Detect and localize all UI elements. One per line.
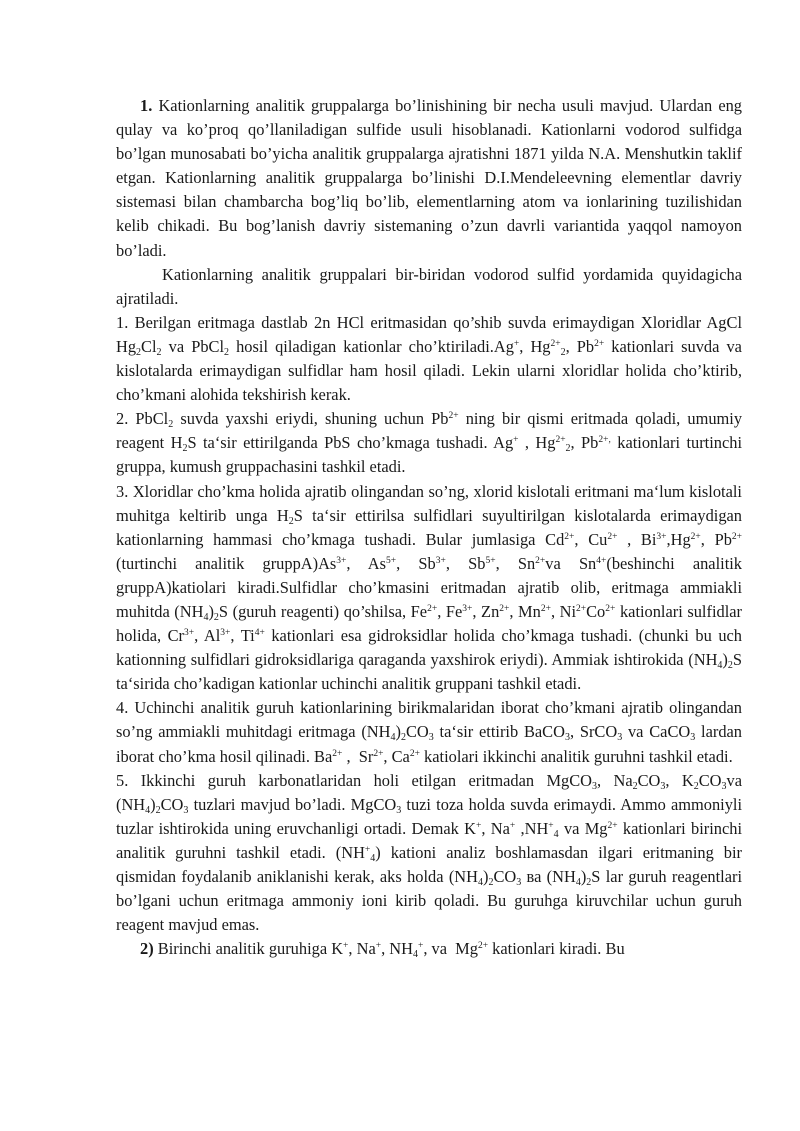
paragraph-intro: [116, 94, 742, 263]
paragraph-item-1: 1. Berilgan eritmaga dastlab 2n HCl eritmasidan qo’shib suvda erimaydigan Xloridlar AgCl $Hg_2Cl_2$ va PbCl$_2$ hosil qiladigan kationlar cho’ktiriladi.Ag+, $Hg^{2+}_2$, $Pb^{2+}$ kationlari suvda va kislotalarda erimaydigan sulfidlar ham hosil qiladi. Lekin ularni xloridlar holida cho’ktirib, cho’kmani alohida tekshirish kerak.: [116, 312, 742, 405]
intro-text: Kationlarning analitik gruppalarga bo’linishining bir necha usuli mavjud. Ulardan eng qulay va ko’proq qo’llaniladigan sulfide usuli hisoblanadi. Kationlarni vodorod sulfidga bo’lgan munosabati bo’yicha analitik gruppalarga ajratishni 1871 yilda N.A. Menshutkin taklif etgan. Kationlarning analitik gruppalarga bo’linishi D.I.Mendeleevning elementlar davriy sistemasi bilan chambarcha bog’liq bo’lib, elementlarning atom va ionlarining tuzilishidan kelib chikadi. Bu bog’lanish davriy sistemaning o’zun davrli variantida yaqqol namoyon bo’ladi.: [116, 96, 742, 260]
paragraph-item-2: 2. PbCl$_2$ suvda yaxshi eriydi, shuning uchun $Pb^{2+}$ ning bir qismi eritmada qoladi, umumiy reagent $H_2S$ ta‘sir ettirilganda PbS cho’kmaga tushadi. Ag+ , $Hg^{2+}_2$, $Pb^{2+,}$ kationlari turtinchi gruppa, kumush gruppachasini tashkil etadi.: [116, 409, 743, 477]
paragraph-item-3: 3. Xloridlar cho’kma holida ajratib olingandan so’ng, xlorid kislotali eritmani ma‘lum kislotali muhitga keltirib unga $H_2S$ ta‘sir ettirilsa sulfidlari suyultirilgan kislotalarda erimaydigan kationlarning hammasi cho’kmaga tushadi. Bular jumlasiga $Cd^{2+}$, $Cu^{2+}$ , $Bi^{3+},Hg^{2+}$, $Pb^{2+}$ (turtinchi analitik $gruppA)As^{3+}$, $As^{5+}$, $Sb^{3+}$, $Sb^{5+}$, $Sn^{2+}va$ $Sn^{4+}(beshinchi$ analitik gruppA)katiolari kiradi.Sulfidlar cho’kmasini eritmadan ajratib olib, eritmaga ammiakli muhitda $(NH_4)_2S$ (guruh reagenti) qo’shilsa, $Fe^{2+}$, $Fe^{3+}$, $Zn^{2+}$, $Mn^{2+}$, $Ni^{2+}Co^{2+}$ kationlari sulfidlar holida, $Cr^{3+}$, $Al^{3+}$, $Ti^{4+}$ kationlari esa gidroksidlar holida cho’kmaga tushadi. (chunki bu uch kationning sulfidlari gidroksidlariga qaraganda yaxshirok eriydi). Ammiak ishtirokida $(NH_4)_2S$ ta‘sirida cho’kadigan kationlar uchinchi analitik gruppani tashkil etadi.: [116, 481, 742, 694]
paragraph-item-4: 4. Uchinchi analitik guruh kationlarining birikmalaridan iborat cho’kmani ajratib olingandan so’ng ammiakli muhitdagi eritmaga $(NH_4)_2CO_3$ ta‘sir ettirib BaCO$_3$, SrCO$_3$ va CaCO$_3$ lardan iborat cho’kma hosil qilinadi. $Ba^{2+}$ , $Sr^{2+}$, $Ca^{2+}$ katiolari ikkinchi analitik guruhni tashkil etadi.: [116, 698, 742, 766]
paragraph-groups-intro: Kationlarning analitik gruppalari bir-biridan vodorod sulfid yordamida quyidagicha ajratiladi.: [116, 264, 742, 308]
paragraph-section-2: 2) Birinchi analitik guruhiga K+, Na+, $NH_4^+$, va $Mg^{2+}$ kationlari kiradi. Bu: [140, 939, 625, 961]
intro-number: 1.: [140, 96, 153, 115]
paragraph-item-5: 5. Ikkinchi guruh karbonatlaridan holi etilgan eritmadan MgCO$_3$, $Na_2CO_3$, $K_2CO_3va$ $(NH_4)_2CO_3$ tuzlari mavjud bo’ladi. MgCO$_3$ tuzi toza holda suvda erimaydi. Ammo ammoniyli tuzlar ishtirokida uning eruvchanligi ortadi. Demak K+, Na+ $,NH^+_4$ va $Mg^{2+}$ kationlari birinchi analitik guruhni tashkil etadi. $(NH^+_4)$ kationi analiz boshlamasdan ilgari eritmaning bir qismidan foydalanib aniklanishi kerak, aks holda $(NH_4)_2CO_3$ ва $(NH_4)_2S$ lar guruh reagentlari bo’lgani uchun eritmaga ammoniy ioni kirib qoladi. Bu guruhga kiruvchilar uchun guruh reagent mavjud emas.: [116, 770, 743, 935]
section-2-number: 2): [140, 939, 154, 959]
